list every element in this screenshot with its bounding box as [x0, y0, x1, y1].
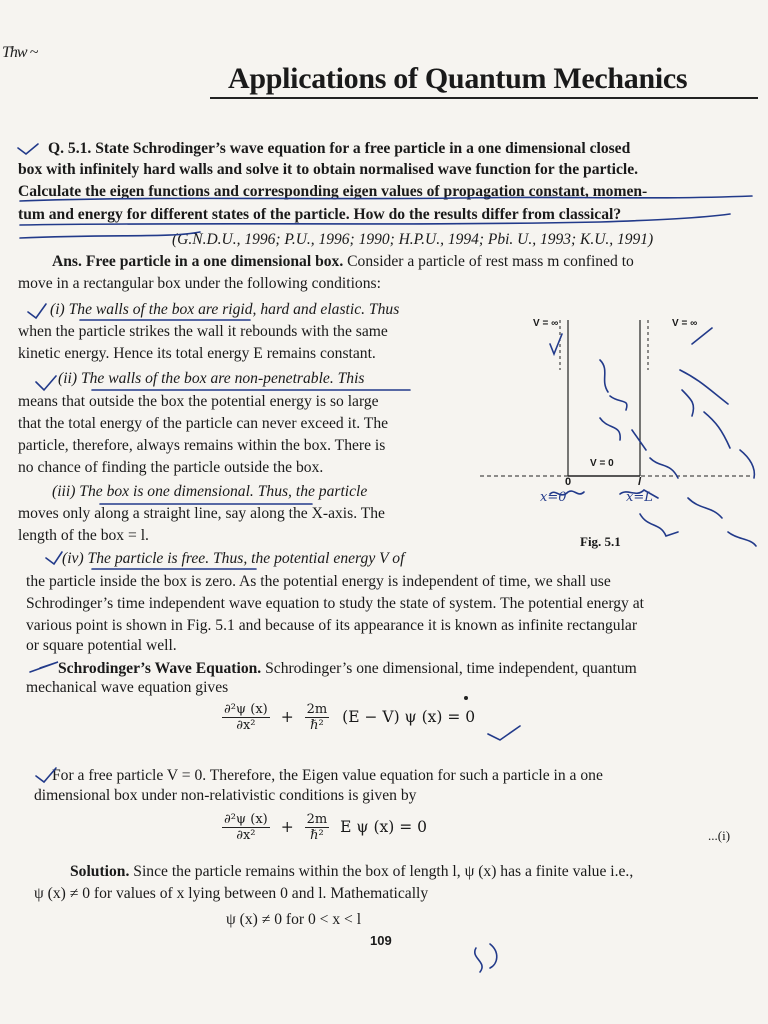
- pen-tick-free: [36, 768, 56, 782]
- cond3-line-1: (iii) The box is one dimensional. Thus, the particle: [52, 483, 368, 500]
- pen-tick-cond1: [28, 304, 46, 318]
- para-line-3: various point is shown in Fig. 5.1 and because of its appearance it is known as infinite rectangular: [26, 617, 638, 634]
- origin-label: 0: [565, 476, 572, 488]
- question-line-4: tum and energy for different states of the particle. How do the results differ from classical?: [18, 206, 622, 223]
- equation-2-tag: ...(i): [708, 828, 731, 843]
- equation-1: $\frac{\text{∂²ψ (x)}}{\text{∂x²}}$ + $\frac{2m}{\text{ℏ²}}$ (E − V) ψ (x) = 0: [224, 702, 476, 733]
- pen-tick-question: [18, 144, 38, 154]
- pen-tick-cond4: [46, 552, 62, 564]
- pen-underline-q4: [20, 214, 730, 225]
- figure-caption: Fig. 5.1: [580, 534, 621, 549]
- eq1-frac-2: $\frac{2m}{\text{ℏ²}}$: [306, 702, 328, 733]
- solution-line-2: ψ (x) ≠ 0 for values of x lying between 0 and l. Mathematically: [34, 885, 429, 902]
- v-inside-label: V = 0: [590, 458, 614, 469]
- swe-rest: Schrodinger’s one dimensional, time independent, quantum: [265, 660, 637, 677]
- solution-label: Solution.: [70, 863, 130, 880]
- question-citation: (G.N.D.U., 1996; P.U., 1996; 1990; H.P.U., 1994; Pbi. U., 1993; K.U., 1991): [172, 231, 654, 248]
- cond3-line-2: moves only along a straight line, say along the X-axis. The: [18, 505, 385, 522]
- swe-heading: Schrodinger’s Wave Equation.: [58, 660, 262, 677]
- equation-3: ψ (x) ≠ 0 for 0 < x < l: [226, 911, 362, 928]
- cond2-line-4: particle, therefore, always remains within the box. There is: [18, 437, 386, 454]
- pen-tick-swe: [30, 662, 58, 672]
- pen-underline-q5: [20, 232, 200, 238]
- pen-underline-q3: [20, 196, 752, 201]
- question-line-1: Q. 5.1. State Schrodinger’s wave equation for a free particle in a one dimensional closed: [48, 140, 631, 157]
- v-right-label: V = ∞: [672, 318, 698, 329]
- pen-tick-cond2: [36, 376, 56, 390]
- cond2-line-3: that the total energy of the particle can never exceed it. The: [18, 415, 389, 432]
- free-line-1: For a free particle V = 0. Therefore, the Eigen value equation for such a particle in a one: [52, 767, 603, 784]
- page-number: 109: [370, 933, 392, 948]
- eq2-frac-2: $\frac{2m}{\text{ℏ²}}$: [306, 812, 328, 843]
- ans-label: Ans.: [52, 253, 82, 270]
- question-line-3: Calculate the eigen functions and corresponding eigen values of propagation constant, momen-: [18, 183, 648, 200]
- cond2-line-1: (ii) The walls of the box are non-penetrable. This: [58, 370, 365, 387]
- ans-line1-rest: Consider a particle of rest mass m confined to: [347, 253, 634, 270]
- eq1-frac-1: $\frac{\text{∂²ψ (x)}}{\text{∂x²}}$: [224, 702, 268, 733]
- para-line-4: or square potential well.: [26, 637, 177, 654]
- pen-scribble-bottom: [475, 944, 497, 972]
- cond1-line-1: (i) The walls of the box are rigid, hard and elastic. Thus: [50, 301, 400, 318]
- ans-heading: Free particle in a one dimensional box.: [85, 253, 344, 270]
- cond4-line: (iv) The particle is free. Thus, the potential energy V of: [62, 550, 405, 567]
- question-line-2: box with infinitely hard walls and solve it to obtain normalised wave function for the particle.: [18, 161, 639, 178]
- equation-2: $\frac{\text{∂²ψ (x)}}{\text{∂x²}}$ + $\frac{2m}{\text{ℏ²}}$ E ψ (x) = 0: [224, 812, 428, 843]
- v-left-label: V = ∞: [533, 318, 559, 329]
- answer-line-2: move in a rectangular box under the following conditions:: [18, 275, 381, 292]
- pen-tick-eq1: [488, 726, 520, 740]
- ink-dot: [464, 696, 468, 700]
- page-header-title: Applications of Quantum Mechanics: [228, 62, 688, 95]
- cond1-line-2: when the particle strikes the wall it rebounds with the same: [18, 323, 388, 340]
- cond3-line-3: length of the box = l.: [18, 527, 149, 544]
- free-line-2: dimensional box under non-relativistic conditions is given by: [34, 787, 417, 804]
- para-line-2: Schrodinger’s time independent wave equation to study the state of system. The potential energy at: [26, 595, 644, 612]
- swe-line-2: mechanical wave equation gives: [26, 679, 229, 696]
- eq2-frac-1: $\frac{\text{∂²ψ (x)}}{\text{∂x²}}$: [224, 812, 268, 843]
- margin-scribble: Thw ~: [2, 44, 38, 61]
- cond2-line-2: means that outside the box the potential energy is so large: [18, 393, 379, 410]
- hw-x0: x=0: [540, 490, 567, 505]
- para-line-1: the particle inside the box is zero. As the potential energy is independent of time, we shall use: [26, 573, 611, 590]
- hw-xl: x=L: [626, 490, 653, 505]
- cond1-line-3: kinetic energy. Hence its total energy E remains constant.: [18, 345, 376, 362]
- solution-rest: Since the particle remains within the box of length l, ψ (x) has a finite value i.e.,: [133, 863, 634, 880]
- length-label: l: [638, 476, 642, 488]
- cond2-line-5: no chance of finding the particle outside the box.: [18, 459, 324, 476]
